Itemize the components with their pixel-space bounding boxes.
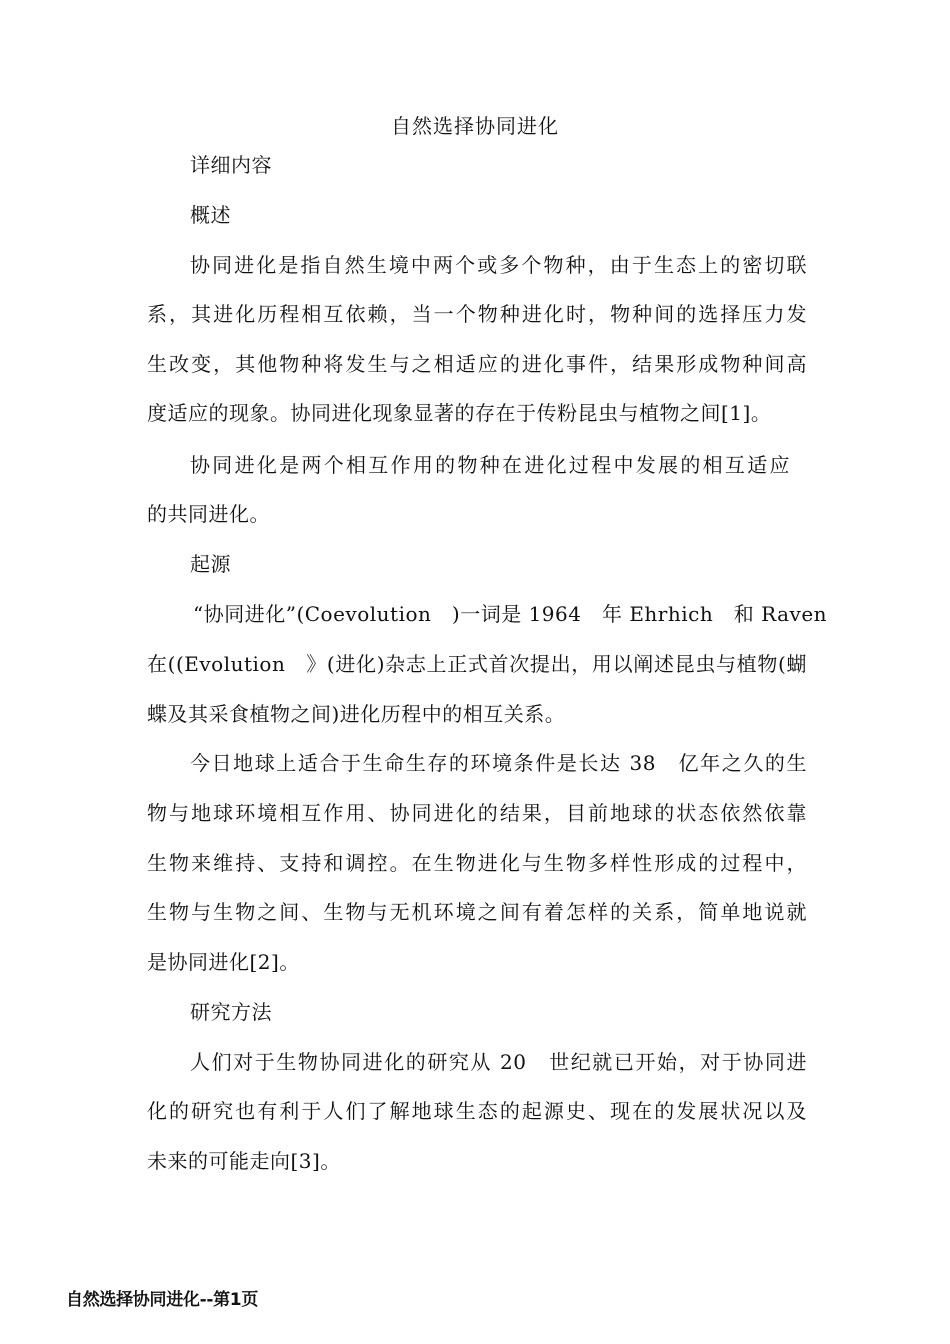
section-heading-details: 详细内容 xyxy=(190,153,272,177)
paragraph-line: 今日地球上适合于生命生存的环境条件是长达 38 亿年之久的生 xyxy=(190,751,807,775)
section-heading-origin: 起源 xyxy=(190,552,231,576)
paragraph-line: 人们对于生物协同进化的研究从 20 世纪就已开始，对于协同进 xyxy=(190,1050,807,1074)
page-title: 自然选择协同进化 xyxy=(391,114,559,138)
paragraph-line: 生物与生物之间、生物与无机环境之间有着怎样的关系，简单地说就 xyxy=(147,900,807,924)
page-footer: 自然选择协同进化--第1页 xyxy=(66,1290,259,1310)
paragraph-line: 是协同进化[2]。 xyxy=(147,950,300,974)
paragraph-line: 协同进化是指自然生境中两个或多个物种，由于生态上的密切联 xyxy=(190,253,807,277)
paragraph-line: 协同进化是两个相互作用的物种在进化过程中发展的相互适应 xyxy=(190,453,790,477)
paragraph-line: 化的研究也有利于人们了解地球生态的起源史、现在的发展状况以及 xyxy=(147,1099,807,1123)
paragraph-line: 的共同进化。 xyxy=(147,502,270,526)
paragraph-line: 未来的可能走向[3]。 xyxy=(147,1149,341,1173)
paragraph-line: 物与地球环境相互作用、协同进化的结果，目前地球的状态依然依靠 xyxy=(147,801,807,825)
section-heading-overview: 概述 xyxy=(190,203,231,227)
paragraph-line: 蝶及其采食植物之间)进化历程中的相互关系。 xyxy=(147,702,566,726)
paragraph-line: 系，其进化历程相互依赖，当一个物种进化时，物种间的选择压力发 xyxy=(147,302,807,326)
paragraph-line: 生改变，其他物种将发生与之相适应的进化事件，结果形成物种间高 xyxy=(147,352,807,376)
paragraph-line: 在((Evolution 》(进化)杂志上正式首次提出，用以阐述昆虫与植物(蝴 xyxy=(147,652,807,676)
paragraph-line: “协同进化”(Coevolution )一词是 1964 年 Ehrhich 和 Raven xyxy=(193,602,828,626)
paragraph-line: 度适应的现象。协同进化现象显著的存在于传粉昆虫与植物之间[1]。 xyxy=(147,401,772,425)
paragraph-line: 生物来维持、支持和调控。在生物进化与生物多样性形成的过程中， xyxy=(147,851,807,875)
section-heading-methods: 研究方法 xyxy=(190,1000,272,1024)
